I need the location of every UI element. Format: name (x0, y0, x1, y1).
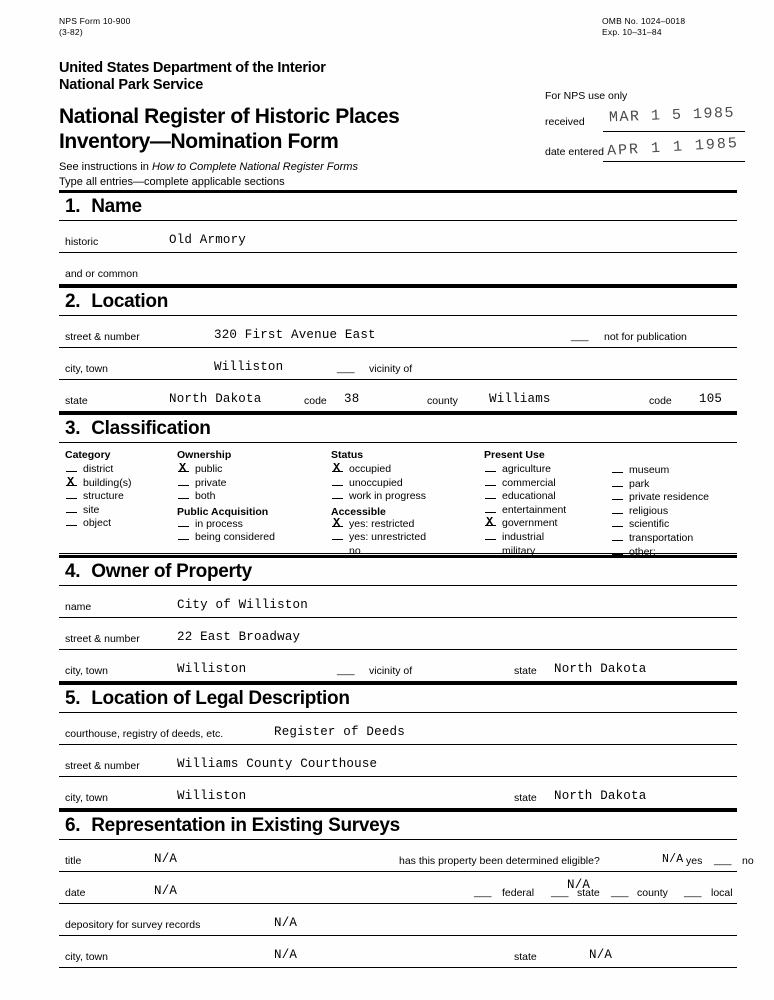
eligible-yes-label: yes (686, 855, 703, 867)
owner-street-label: street & number (65, 633, 140, 645)
category-heading: Category (65, 449, 111, 461)
section-4-title (59, 558, 737, 585)
section-2-location (59, 285, 737, 412)
eligible-no-label: no (742, 855, 754, 867)
use-military-label: military (502, 544, 536, 557)
section-5-title (59, 685, 737, 712)
dash-mark (178, 485, 189, 486)
section-6-surveys (59, 809, 754, 968)
common-label: and or common (65, 268, 138, 280)
classification-grid (59, 443, 737, 558)
use-agriculture-label: agriculture (502, 463, 552, 475)
department-name: United States Department of the Interior (59, 60, 326, 76)
checkbox-status-unoccupied[interactable] (331, 477, 481, 491)
x-mark: X (486, 515, 494, 530)
historic-label: historic (65, 236, 99, 248)
category-district-label: district (83, 463, 114, 475)
form-header-row (47, 14, 737, 48)
form-sheet (47, 14, 754, 986)
use-entertainment-label: entertainment (502, 503, 567, 516)
dash-mark (485, 471, 496, 472)
agency-heading (59, 60, 326, 94)
accessible-yes-restricted-label: yes: restricted (349, 517, 415, 530)
section-2-bar (59, 285, 737, 316)
section-6-number: 6. (65, 815, 81, 836)
x-mark: X (67, 474, 75, 489)
category-column (65, 449, 165, 531)
ownership-column (177, 449, 317, 545)
dash-mark (612, 540, 623, 541)
legal-city-value: Williston (177, 789, 247, 803)
legal-city-label: city, town (65, 792, 108, 804)
section-3-classification (59, 412, 737, 558)
checkbox-ownership-public[interactable] (177, 463, 317, 477)
ownership-private-label: private (195, 476, 227, 489)
use-industrial-label: industrial (502, 530, 545, 543)
section-4-label: Owner of Property (91, 561, 252, 582)
received-line (545, 104, 745, 132)
survey-date-label: date (65, 887, 86, 899)
x-mark: X (333, 461, 341, 475)
survey-county-label: county (637, 887, 668, 899)
field-legal-city[interactable] (59, 777, 737, 809)
checkbox-category-object[interactable] (65, 517, 165, 531)
section-2-label: Location (91, 291, 169, 312)
section-3-title (59, 415, 737, 442)
checkbox-acquisition-in-process[interactable] (177, 518, 317, 532)
acquisition-in-process-label: in process (195, 517, 243, 530)
owner-name-value: City of Williston (177, 598, 308, 612)
owner-city-value: Williston (177, 662, 247, 676)
survey-city-state-value: N/A (589, 948, 613, 962)
category-site-label: site (83, 503, 100, 516)
nps-use-box (545, 90, 745, 162)
section-4-number: 4. (65, 561, 81, 582)
survey-title-label: title (65, 855, 82, 867)
checkbox-category-district[interactable] (65, 463, 165, 477)
state-code-value: 38 (344, 392, 360, 406)
survey-state-label: state (577, 887, 600, 899)
dash-mark (485, 539, 496, 540)
instruction-italic: How to Complete National Register Forms (151, 161, 358, 173)
not-for-publication-label: not for publication (604, 331, 687, 343)
omb-line1: OMB No. 1024–0018 (602, 16, 686, 26)
section-6-title (59, 812, 737, 839)
checkbox-category-buildings[interactable] (65, 474, 165, 491)
dash-mark (485, 553, 496, 554)
status-occupied-label: occupied (349, 463, 392, 475)
dash-mark (178, 526, 189, 527)
owner-name-label: name (65, 601, 92, 613)
instructions (59, 160, 358, 190)
status-unoccupied-label: unoccupied (349, 476, 403, 489)
date-entered-rule (603, 161, 745, 162)
section-1-name (59, 190, 737, 285)
field-historic-name[interactable] (59, 221, 737, 253)
dash-mark (485, 525, 496, 526)
depository-label: depository for survey records (65, 919, 201, 931)
dash-mark (332, 498, 343, 499)
accessible-heading: Accessible (331, 505, 386, 518)
checkbox-use-scientific[interactable] (611, 518, 751, 532)
use-transportation-label: transportation (629, 531, 694, 544)
checkbox-ownership-both[interactable] (177, 490, 317, 504)
depository-value: N/A (274, 916, 298, 930)
field-legal-street[interactable] (59, 745, 737, 777)
date-entered-stamp: APR 1 1 1985 (606, 134, 740, 161)
dash-mark (66, 525, 77, 526)
county-code-label: code (649, 395, 672, 407)
checkbox-use-commercial[interactable] (484, 477, 614, 491)
checkbox-category-structure[interactable] (65, 490, 165, 504)
city-label: city, town (65, 363, 108, 375)
dash-mark (332, 485, 343, 486)
dash-mark (178, 471, 189, 472)
courthouse-value: Register of Deeds (274, 725, 405, 739)
checkbox-use-transportation[interactable] (611, 532, 751, 546)
dash-mark (485, 485, 496, 486)
present-use-heading: Present Use (484, 449, 545, 461)
x-mark: X (333, 515, 341, 530)
form-number-line1: NPS Form 10-900 (59, 16, 131, 26)
dash-mark (612, 499, 623, 500)
legal-street-value: Williams County Courthouse (177, 757, 378, 771)
field-owner-street[interactable] (59, 618, 737, 650)
section-3-label: Classification (91, 418, 211, 439)
service-name: National Park Service (59, 77, 204, 93)
received-rule (603, 131, 745, 132)
dash-mark (332, 526, 343, 527)
dash-mark (612, 486, 623, 487)
survey-local-label: local (711, 887, 733, 899)
x-mark: X (179, 461, 187, 475)
acquisition-being-considered-label: being considered (195, 531, 275, 544)
date-entered-label: date entered (545, 146, 604, 158)
survey-date-value: N/A (154, 884, 178, 898)
field-city-town[interactable]: city, town Williston ___ vicinity of (59, 348, 737, 380)
received-label: received (545, 116, 585, 128)
checkbox-use-park[interactable] (611, 478, 751, 492)
city-value: Williston (214, 360, 284, 374)
form-number (59, 16, 131, 38)
page-title-line1: National Register of Historic Places (59, 105, 400, 128)
status-work-in-progress-label: work in progress (349, 490, 427, 503)
legal-state-value: North Dakota (554, 789, 647, 803)
received-date-stamp: MAR 1 5 1985 (608, 104, 736, 127)
dash-mark (332, 553, 343, 554)
survey-state-value: N/A (567, 878, 591, 892)
historic-value: Old Armory (169, 233, 247, 247)
section-3-bar (59, 412, 737, 443)
section-6-label: Representation in Existing Surveys (91, 815, 400, 836)
form-number-line2: (3-82) (59, 27, 83, 37)
accessible-no-label: no (349, 544, 361, 557)
street-value: 320 First Avenue East (214, 328, 376, 342)
use-other-label: other: (629, 545, 656, 558)
section-4-bar (59, 555, 737, 586)
use-religious-label: religious (629, 504, 669, 517)
state-label: state (65, 395, 88, 407)
legal-street-label: street & number (65, 760, 140, 772)
status-column (331, 449, 481, 559)
date-entered-line (545, 134, 745, 162)
owner-state-value: North Dakota (554, 662, 647, 676)
checkbox-accessible-yes-restricted[interactable] (331, 515, 481, 532)
instruction-line-2: Type all entries—complete applicable sections (59, 176, 285, 188)
section-5-label: Location of Legal Description (91, 688, 350, 709)
survey-title-value: N/A (154, 852, 178, 866)
category-buildings-label: building(s) (83, 476, 132, 489)
section-1-title (59, 193, 737, 220)
dash-mark (178, 498, 189, 499)
ownership-public-label: public (195, 463, 223, 475)
checkbox-use-industrial[interactable] (484, 531, 614, 545)
ownership-both-label: both (195, 490, 216, 503)
survey-federal-label: federal (502, 887, 535, 899)
dash-mark (178, 539, 189, 540)
field-common-name[interactable] (59, 253, 737, 285)
instruction-prefix: See instructions in (59, 161, 152, 173)
survey-city-label: city, town (65, 951, 108, 963)
section-1-label: Name (91, 196, 142, 217)
checkbox-use-religious[interactable] (611, 505, 751, 519)
use-commercial-label: commercial (502, 476, 556, 489)
dash-mark (66, 498, 77, 499)
page-title-line2: Inventory—Nomination Form (59, 130, 339, 153)
accessible-yes-unrestricted-label: yes: unrestricted (349, 531, 427, 544)
use-educational-label: educational (502, 490, 556, 503)
checkbox-accessible-yes-unrestricted[interactable] (331, 531, 481, 545)
use-park-label: park (629, 477, 650, 490)
page-title (59, 104, 399, 154)
eligible-question-label: has this property been determined eligible? (399, 855, 600, 867)
checkbox-use-museum[interactable] (611, 464, 751, 478)
dash-mark (332, 539, 343, 540)
checkbox-status-occupied[interactable] (331, 463, 481, 477)
ownership-heading: Ownership (177, 449, 232, 461)
field-survey-date[interactable]: date N/A ___ federal N/A ___ state ___ county ___ local (59, 872, 737, 904)
state-code-label: code (304, 395, 327, 407)
section-3-number: 3. (65, 418, 81, 439)
dash-mark (612, 513, 623, 514)
dash-mark (485, 512, 496, 513)
instruction-line-1 (59, 160, 358, 175)
survey-city-state-label: state (514, 951, 537, 963)
checkbox-use-entertainment[interactable] (484, 504, 614, 518)
use-government-label: government (502, 517, 558, 530)
dash-mark (612, 526, 623, 527)
section-1-number: 1. (65, 196, 81, 217)
dash-mark (612, 472, 623, 473)
field-owner-name[interactable] (59, 586, 737, 618)
vicinity-label: vicinity of (369, 363, 413, 375)
section-5-legal (59, 682, 737, 809)
checkbox-use-government[interactable] (484, 517, 614, 531)
county-code-value: 105 (699, 392, 723, 406)
street-label: street & number (65, 331, 140, 343)
checkbox-use-educational[interactable] (484, 490, 614, 504)
use-museum-label: museum (629, 464, 670, 476)
use-scientific-label: scientific (629, 518, 670, 531)
section-5-number: 5. (65, 688, 81, 709)
section-2-number: 2. (65, 291, 81, 312)
section-6-bar (59, 809, 737, 840)
omb-line2: Exp. 10–31–84 (602, 27, 662, 37)
section-5-bar (59, 682, 737, 713)
state-value: North Dakota (169, 392, 262, 406)
dash-mark (66, 485, 77, 486)
field-courthouse[interactable] (59, 713, 737, 745)
checkbox-use-agriculture[interactable] (484, 463, 614, 477)
dash-mark (66, 471, 77, 472)
field-state-county[interactable] (59, 380, 737, 412)
section-1-bar (59, 190, 737, 221)
use-private-residence-label: private residence (629, 491, 709, 504)
dash-mark (66, 512, 77, 513)
field-street-number[interactable]: street & number 320 First Avenue East ___ not for publication (59, 316, 737, 348)
survey-city-value: N/A (274, 948, 298, 962)
section-4-owner (59, 555, 737, 682)
checkbox-ownership-private[interactable] (177, 477, 317, 491)
field-depository[interactable] (59, 904, 737, 936)
field-owner-city[interactable]: city, town Williston ___ vicinity of state North Dakota (59, 650, 737, 682)
category-structure-label: structure (83, 490, 124, 503)
checkbox-use-private-residence[interactable] (611, 491, 751, 505)
checkbox-category-site[interactable] (65, 504, 165, 518)
nps-use-title: For NPS use only (545, 90, 628, 102)
county-label: county (427, 395, 458, 407)
status-heading: Status (331, 449, 364, 461)
present-use-column-1 (484, 449, 614, 558)
checkbox-acquisition-being-considered[interactable] (177, 531, 317, 545)
owner-street-value: 22 East Broadway (177, 630, 301, 644)
public-acquisition-heading: Public Acquisition (177, 505, 269, 518)
owner-vicinity-label: vicinity of (369, 665, 413, 677)
section-2-title (59, 288, 737, 315)
field-survey-city[interactable] (59, 936, 737, 968)
legal-state-label: state (514, 792, 537, 804)
county-value: Williams (489, 392, 551, 406)
dash-mark (485, 498, 496, 499)
present-use-column-2 (611, 464, 751, 559)
owner-city-label: city, town (65, 665, 108, 677)
dash-mark (332, 471, 343, 472)
category-object-label: object (83, 517, 112, 530)
omb-number (602, 16, 685, 38)
eligible-value: N/A (662, 853, 684, 866)
courthouse-label: courthouse, registry of deeds, etc. (65, 728, 224, 740)
checkbox-status-work-in-progress[interactable] (331, 490, 481, 504)
owner-state-label: state (514, 665, 537, 677)
field-survey-title[interactable]: title N/A has this property been determined eligible? N/A yes ___ no (59, 840, 737, 872)
